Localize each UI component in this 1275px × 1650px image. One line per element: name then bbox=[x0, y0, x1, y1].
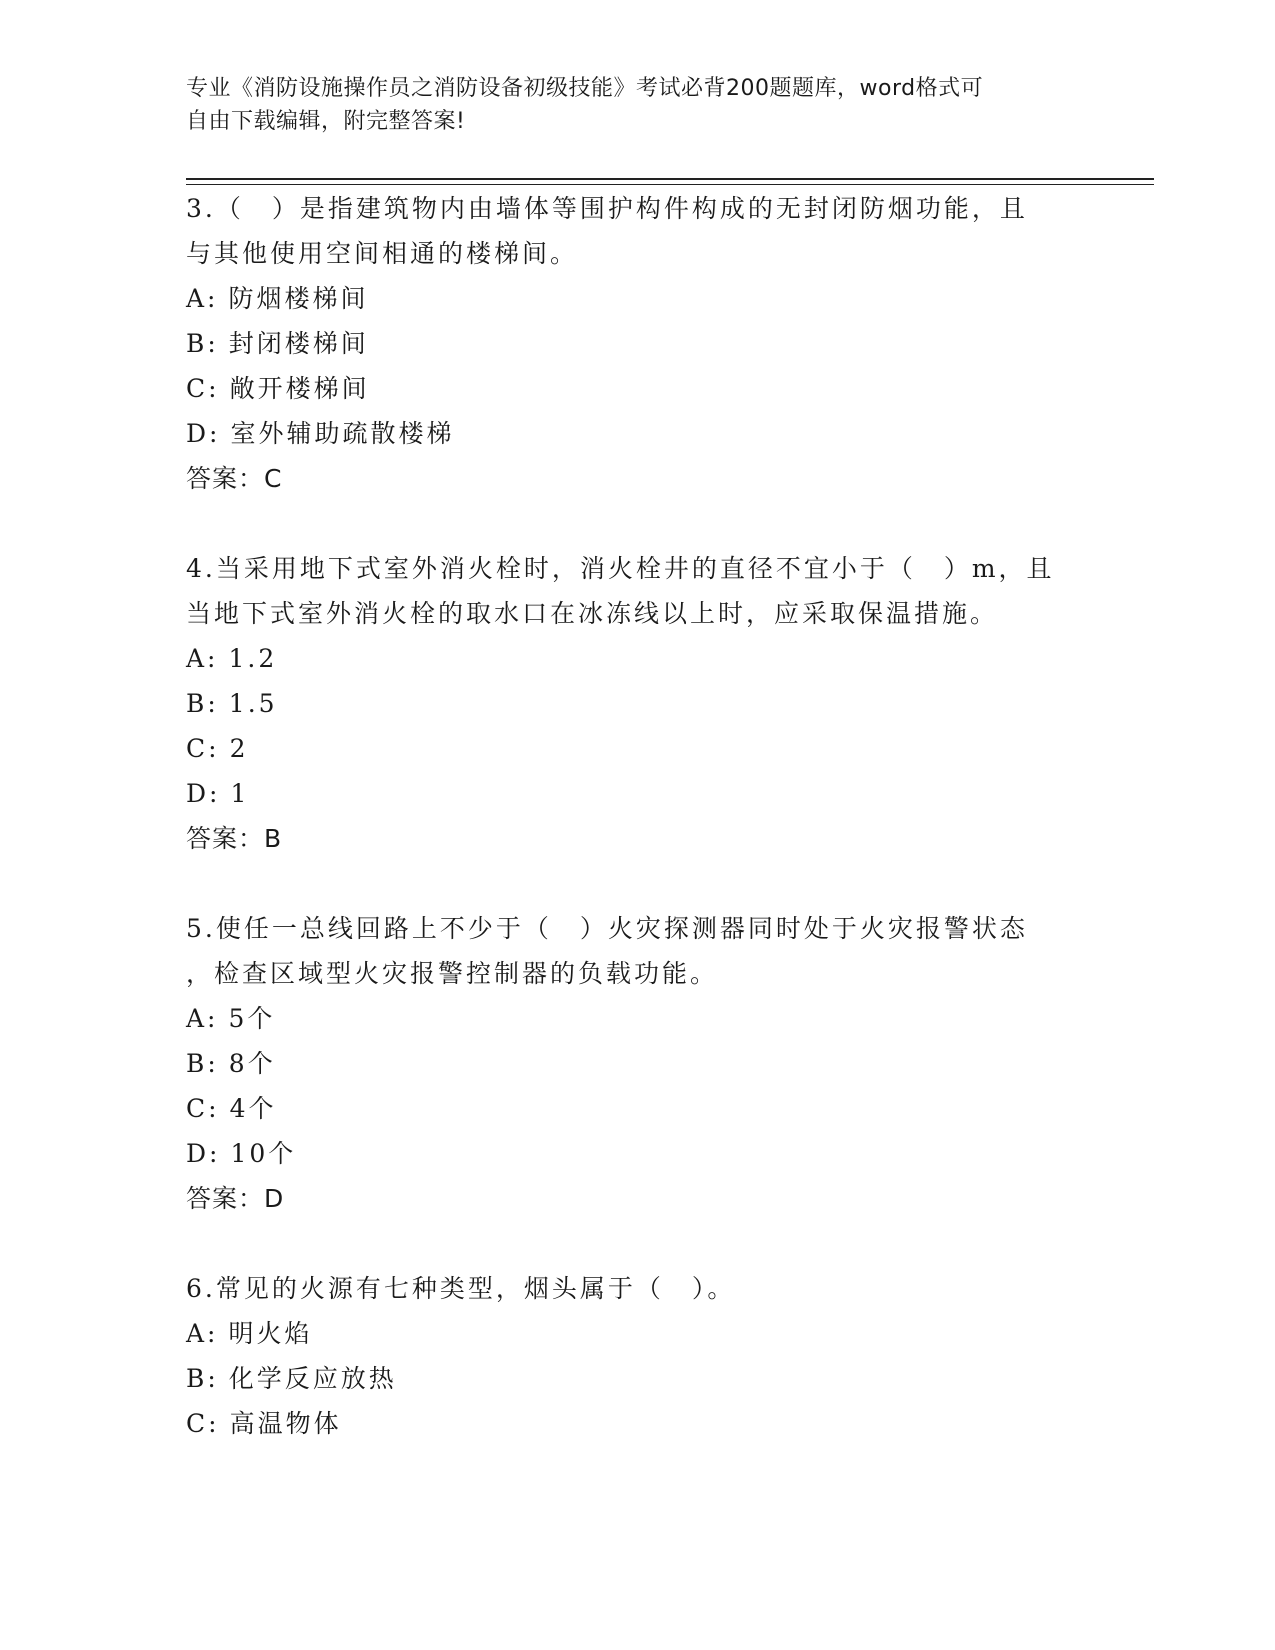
question-3-option-c bbox=[186, 372, 370, 406]
option-text: 1.5 bbox=[228, 689, 278, 718]
question-4-option-d bbox=[186, 777, 249, 811]
option-text: 1 bbox=[230, 779, 250, 808]
option-text: 敞开楼梯间 bbox=[229, 374, 370, 403]
question-4-answer: 答案：B bbox=[186, 824, 283, 853]
option-text: 10个 bbox=[230, 1139, 297, 1168]
option-label: C: bbox=[186, 1094, 220, 1123]
document-header bbox=[186, 72, 1066, 138]
question-5-option-b bbox=[186, 1047, 276, 1081]
question-4-option-a bbox=[186, 642, 277, 676]
option-text: 5个 bbox=[228, 1004, 276, 1033]
option-text: 4个 bbox=[229, 1094, 277, 1123]
option-text: 化学反应放热 bbox=[228, 1364, 397, 1393]
question-4-line-1: 4.当采用地下式室外消火栓时，消火栓井的直径不宜小于（ ）m，且 bbox=[186, 554, 1055, 583]
question-3-answer: 答案：C bbox=[186, 464, 283, 493]
question-5-option-d bbox=[186, 1137, 296, 1171]
option-text: 1.2 bbox=[228, 644, 278, 673]
question-3-option-a bbox=[186, 282, 369, 316]
question-4-option-b bbox=[186, 687, 278, 721]
question-3-option-b bbox=[186, 327, 369, 361]
question-6-line-1: 6.常见的火源有七种类型，烟头属于（ ）。 bbox=[186, 1274, 736, 1303]
question-4-line-2: 当地下式室外消火栓的取水口在冰冻线以上时，应采取保温措施。 bbox=[186, 599, 999, 628]
option-label: A: bbox=[186, 1004, 219, 1033]
option-text: 高温物体 bbox=[229, 1409, 342, 1438]
option-label: B: bbox=[186, 1049, 219, 1078]
option-label: A: bbox=[186, 644, 219, 673]
option-label: C: bbox=[186, 374, 220, 403]
header-line-2: 自由下载编辑，附完整答案! bbox=[186, 109, 466, 134]
question-6-option-b bbox=[186, 1362, 397, 1396]
option-label: B: bbox=[186, 1364, 219, 1393]
question-4-option-c bbox=[186, 732, 248, 766]
option-label: D: bbox=[186, 779, 221, 808]
header-line-1: 专业《消防设施操作员之消防设备初级技能》考试必背200题题库，word格式可 bbox=[186, 76, 984, 101]
option-label: C: bbox=[186, 734, 220, 763]
question-3-line-2: 与其他使用空间相通的楼梯间。 bbox=[186, 239, 579, 268]
option-label: B: bbox=[186, 689, 219, 718]
option-label: C: bbox=[186, 1409, 220, 1438]
question-5-option-a bbox=[186, 1002, 275, 1036]
question-3-line-1: 3.（ ）是指建筑物内由墙体等围护构件构成的无封闭防烟功能，且 bbox=[186, 194, 1028, 223]
option-text: 封闭楼梯间 bbox=[228, 329, 369, 358]
option-text: 室外辅助疏散楼梯 bbox=[230, 419, 455, 448]
option-label: D: bbox=[186, 419, 221, 448]
header-divider-thin bbox=[186, 184, 1154, 185]
option-text: 8个 bbox=[228, 1049, 276, 1078]
question-5-line-2: ，检查区域型火灾报警控制器的负载功能。 bbox=[186, 959, 719, 988]
option-text: 明火焰 bbox=[228, 1319, 313, 1348]
option-label: A: bbox=[186, 284, 219, 313]
option-label: D: bbox=[186, 1139, 221, 1168]
question-6-option-c bbox=[186, 1407, 342, 1441]
option-text: 2 bbox=[229, 734, 249, 763]
header-divider-thick bbox=[186, 178, 1154, 180]
question-3-option-d bbox=[186, 417, 454, 451]
option-text: 防烟楼梯间 bbox=[228, 284, 369, 313]
question-5-answer: 答案：D bbox=[186, 1184, 285, 1213]
question-5-option-c bbox=[186, 1092, 276, 1126]
option-label: A: bbox=[186, 1319, 219, 1348]
question-6-option-a bbox=[186, 1317, 313, 1351]
option-label: B: bbox=[186, 329, 219, 358]
question-5-line-1: 5.使任一总线回路上不少于（ ）火灾探测器同时处于火灾报警状态 bbox=[186, 914, 1028, 943]
